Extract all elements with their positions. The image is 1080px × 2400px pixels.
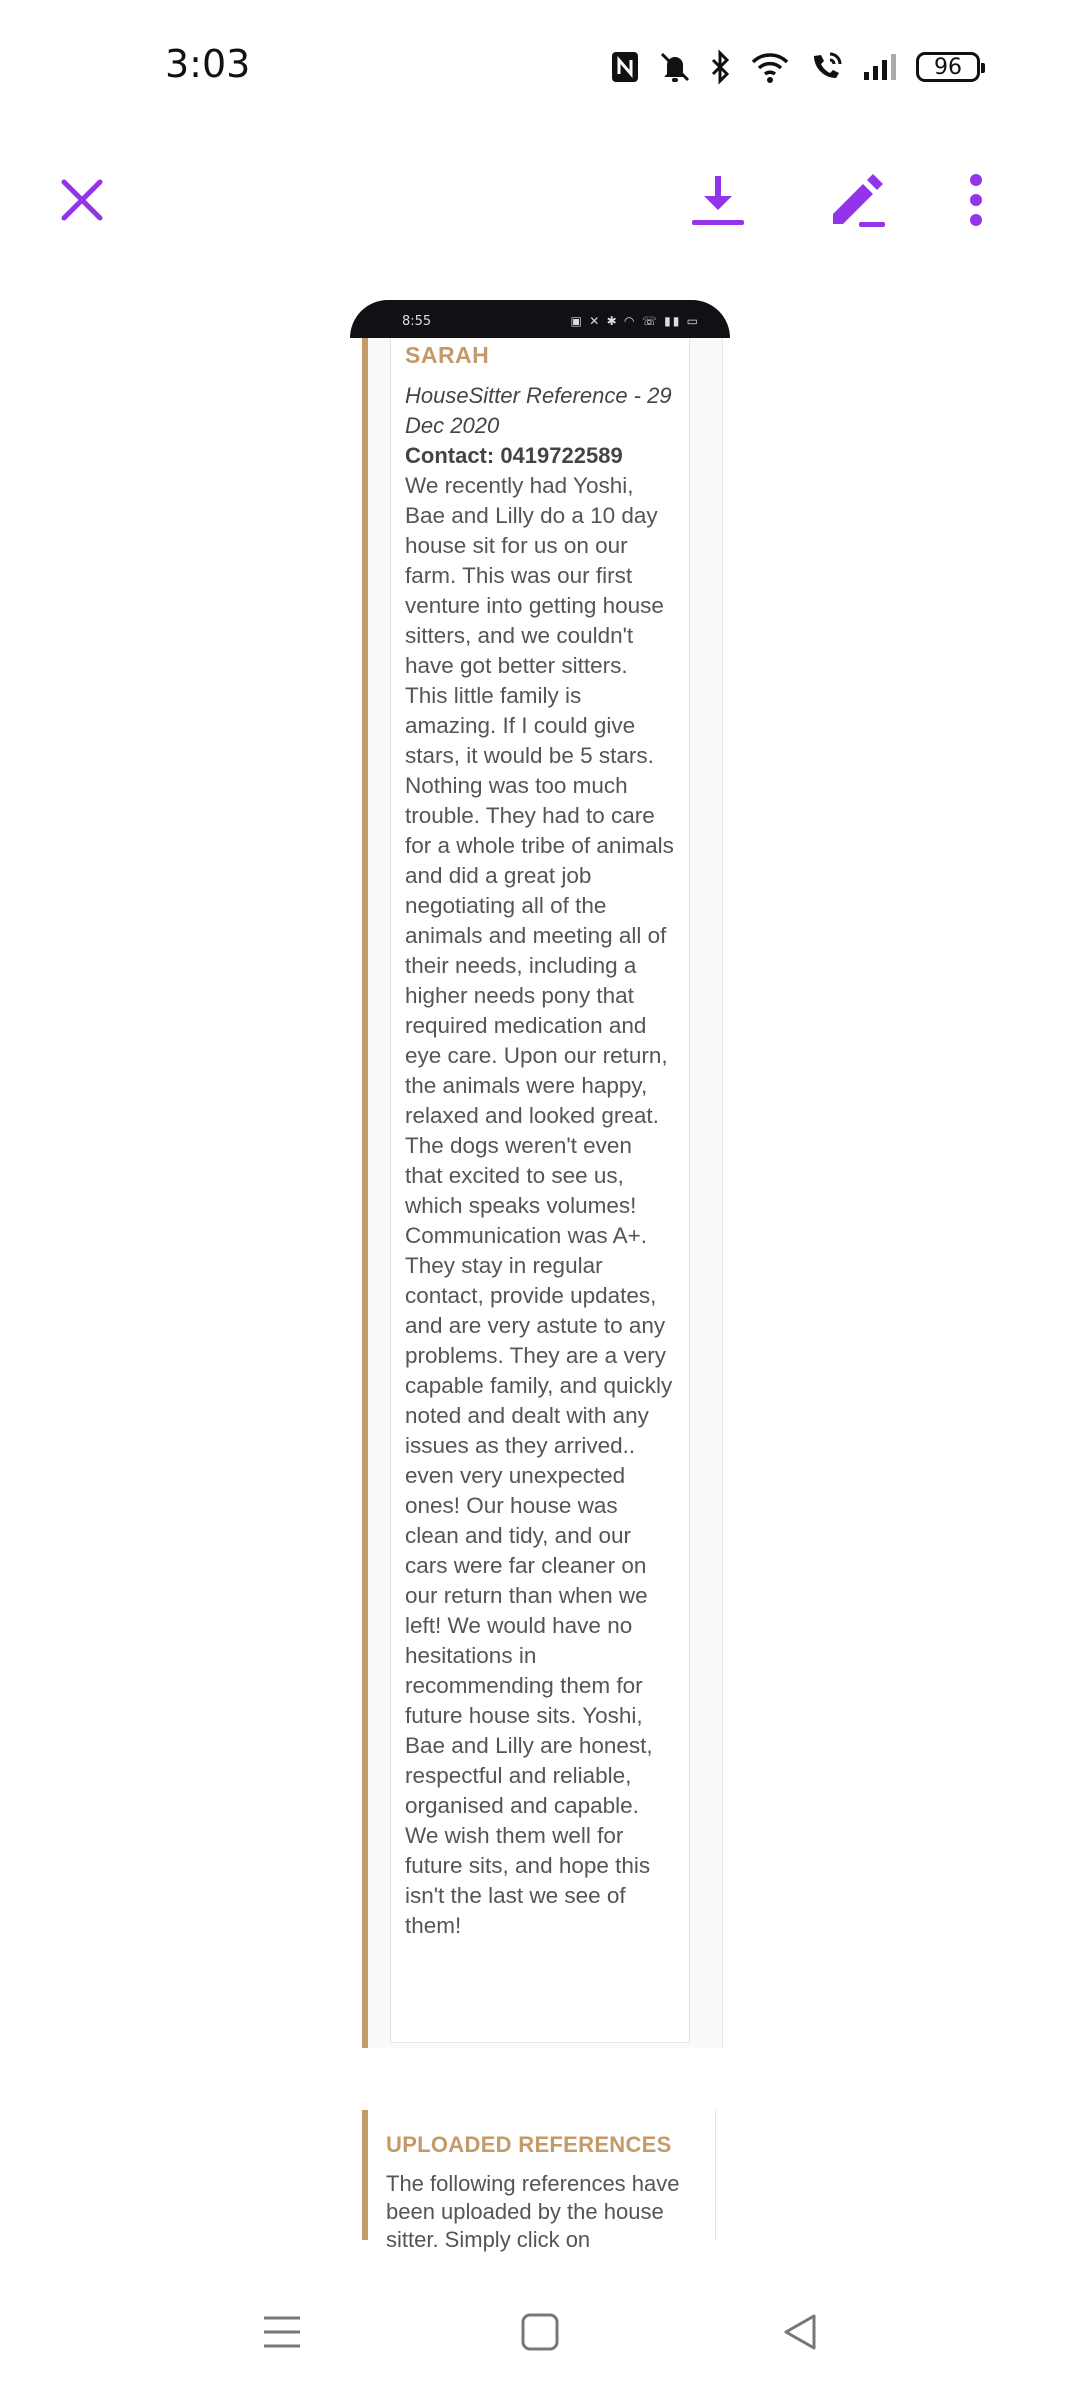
uploaded-references-section <box>362 2110 716 2252</box>
viewer-toolbar <box>0 140 1080 250</box>
recents-icon <box>262 2312 302 2352</box>
edit-icon <box>827 170 889 230</box>
reference-card <box>390 338 690 2043</box>
home-button[interactable] <box>510 2302 570 2362</box>
screenshot-image <box>350 300 730 2252</box>
image-viewer[interactable] <box>0 290 1080 2252</box>
more-vert-icon <box>966 172 986 228</box>
mute-icon <box>658 50 692 84</box>
inner-status-bar <box>350 300 730 338</box>
recents-button[interactable] <box>252 2302 312 2362</box>
bluetooth-icon <box>710 50 732 84</box>
back-button[interactable] <box>770 2302 830 2362</box>
home-icon <box>520 2312 560 2352</box>
download-button[interactable] <box>678 160 758 240</box>
reference-contact: Contact: 0419722589 <box>405 443 623 468</box>
close-icon <box>58 176 106 224</box>
back-icon <box>780 2312 820 2352</box>
more-options-button[interactable] <box>936 160 1016 240</box>
uploaded-references-heading: UPLOADED REFERENCES <box>386 2132 672 2157</box>
inner-status-icons: ▣ ✕ ✱ ◠ ☏ ▮▮ ▭ <box>570 314 700 328</box>
reference-body: We recently had Yoshi, Bae and Lilly do a 10 day house sit for us on our farm. This was our first venture into getting house sitters, and we couldn't have got better sitters. This little family is amazing. If I could give stars, it would be 5 stars. Nothing was too much trouble. They had to care for a whole tribe of animals and did a great job negotiating all of the animals and meeting all of their needs, including a higher needs pony that required medication and eye care. Upon our return, the animals were happy, relaxed and looked great. The dogs weren't even that excited to see us, which speaks volumes! Communication was A+. They stay in regular contact, provide updates, and are very astute to any problems. They are a very capable family, and quickly noted and dealt with any issues as they arrived.. even very unexpected ones! Our house was clean and tidy, and our cars were far cleaner on our return than when we left! We would have no hesitations in recommending them for future house sits. Yoshi, Bae and Lilly are honest, respectful and reliable, organised and capable. We wish them well for future sits, and hope this isn't the last we see of them! <box>405 473 674 1938</box>
wifi-calling-icon <box>808 50 844 84</box>
nfc-icon <box>610 50 640 84</box>
status-bar <box>0 0 1080 140</box>
inner-status-time: 8:55 <box>402 314 432 329</box>
reference-name: SARAH <box>405 342 490 368</box>
uploaded-references-text: The following references have been uploaded by the house sitter. Simply click on <box>386 2171 680 2252</box>
status-time: 3:03 <box>165 42 251 86</box>
battery-level: 96 <box>934 54 962 80</box>
reference-subtitle: HouseSitter Reference - 29 Dec 2020 <box>405 383 672 438</box>
download-icon <box>688 170 748 230</box>
battery-icon <box>916 52 980 82</box>
signal-icon <box>862 50 898 84</box>
status-icons <box>610 50 980 84</box>
reference-section <box>362 338 723 2048</box>
close-button[interactable] <box>42 160 122 240</box>
wifi-icon <box>750 50 790 84</box>
edit-button[interactable] <box>818 160 898 240</box>
navigation-bar <box>0 2260 1080 2400</box>
